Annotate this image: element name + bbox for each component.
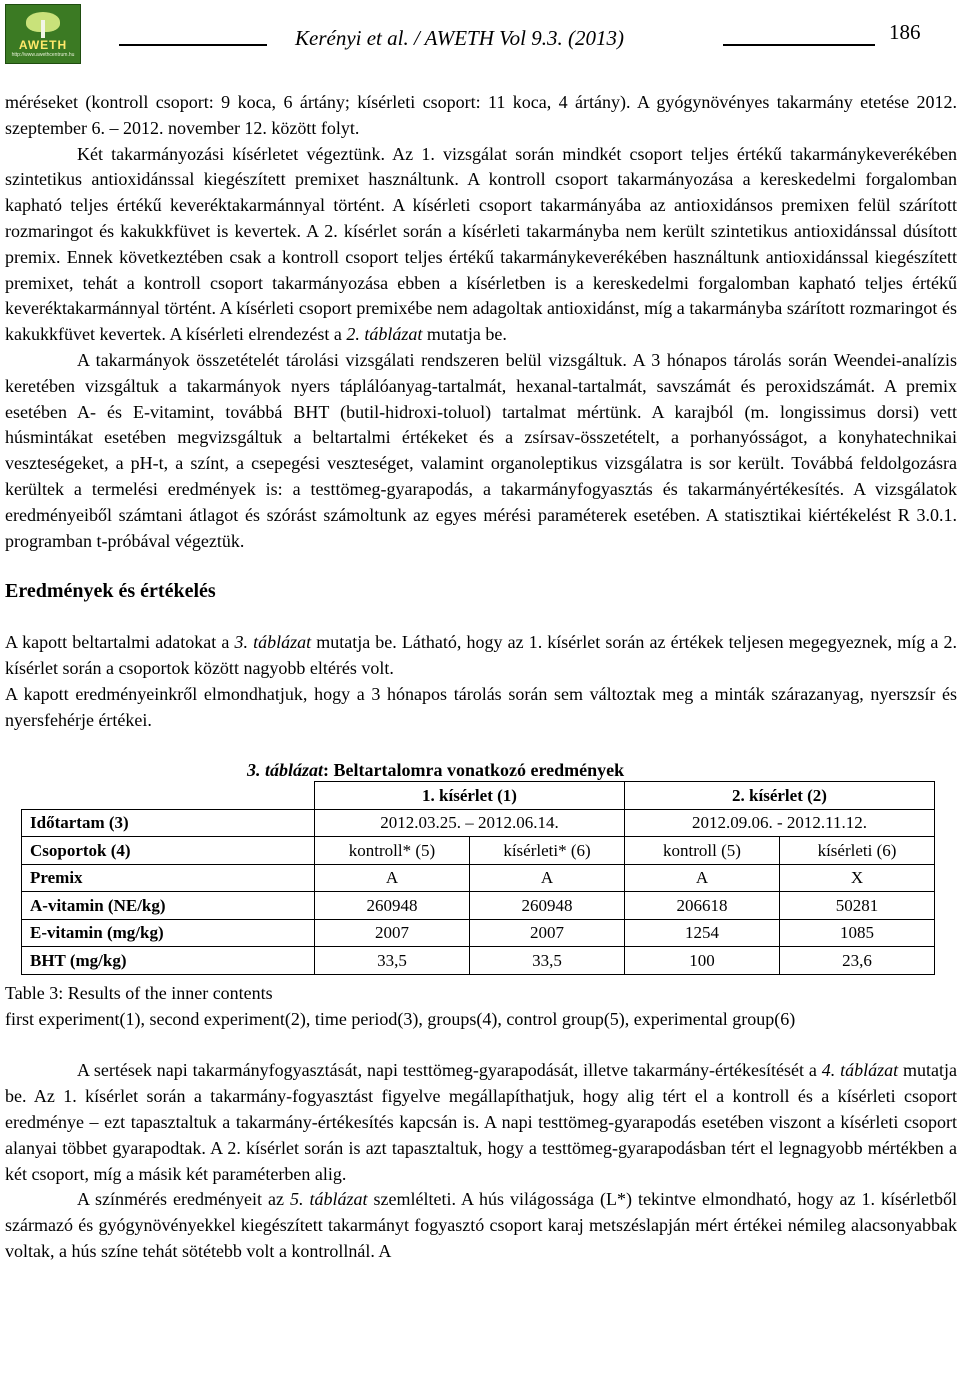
table-caption-text: : Beltartalomra vonatkozó eredmények (323, 760, 625, 781)
table-reference: 4. táblázat (821, 1060, 899, 1081)
table-cell: A (470, 864, 625, 892)
row-label: Csoportok (4) (22, 837, 315, 865)
paragraph-text: mutatja be. Az 1. kísérlet során a takarmány-fogyasztást figyelve megállapíthatjuk, hogy alig tért el a kontroll és a kísérleti csoport eredménye – ezt tapasztaltuk a takarmány-értékesítés kapcsán is. A napi testtömeg-gyarapodás esetében viszont a kísérleti csoport alanyai többet gyarapodtak. A 2. kísérlet során is azt tapasztaltuk, hogy a testtömeg-gyarapodásban tért el legnagyobb mértékben a két csoport, míg a másik két paraméterben alig. (5, 1060, 957, 1184)
table-cell: X (780, 864, 935, 892)
table-row (22, 892, 935, 920)
table-corner (22, 782, 315, 810)
section-title: Eredmények és értékelés (5, 580, 216, 603)
paragraph-text: A kapott beltartalmi adatokat a (5, 632, 235, 653)
table-cell: 2012.09.06. - 2012.11.12. (625, 809, 935, 837)
table-cell: 260948 (315, 892, 470, 920)
table-row (22, 947, 935, 975)
header-rule-right (723, 44, 875, 46)
body-text (5, 90, 957, 1265)
paragraph-text: Két takarmányozási kísérletet végeztünk. Az 1. vizsgálat során mindkét csoport teljes értékű takarmánykeverékében szintetikus antioxidánssal kiegészített premixet használtunk. A kontroll csoport takarmányozása a kereskedelmi forgalomban kapható teljes értékű keveréktakarmánnyal történt. A kísérleti csoport takarmányába az antioxidánsos premixen felül szárított rozmaringot és kakukkfüvet is kevertek. A 2. kísérlet során a kísérleti takarmányba nem került szintetikus antioxidánssal dúsított premix. Ennek következtében csak a kontroll csoport teljes értékű takarmánykeverékében használtunk antioxidánssal kiegészített premixet, tehát a kontroll csoport takarmányozása ebben a kísérletben is a kereskedelmi forgalomban kapható teljes értékű keveréktakarmánnyal történt. A kísérleti csoport premixébe nem adagoltak antioxidánst, míg a takarmányba szárított rozmaringot és kakukkfüvet kevertek. A kísérleti elrendezést a (5, 143, 957, 345)
paragraph: méréseket (kontroll csoport: 9 koca, 6 ártány; kísérleti csoport: 11 koca, 4 ártány). A gyógynövényes takarmány etetése 2012. szeptember 6. – 2012. november 12. között folyt. (5, 92, 957, 138)
table-cell: 260948 (470, 892, 625, 920)
table-row (22, 864, 935, 892)
table-header-exp2: 2. kísérlet (2) (625, 782, 935, 810)
table-reference: 2. táblázat (346, 324, 423, 345)
table-cell: A (625, 864, 780, 892)
table-cell: 2007 (470, 919, 625, 947)
table-cell: 1085 (780, 919, 935, 947)
table-cell: 23,6 (780, 947, 935, 975)
table-header-row (22, 782, 935, 810)
paragraph (5, 1187, 957, 1264)
table-caption-ref: 3. táblázat (247, 760, 324, 781)
row-label: A-vitamin (NE/kg) (22, 892, 315, 920)
table-cell: kontroll (5) (625, 837, 780, 865)
paragraph-text: A színmérés eredményeit az (77, 1189, 290, 1210)
table-caption (247, 759, 957, 781)
table-row (22, 809, 935, 837)
table-cell: 100 (625, 947, 780, 975)
plant-icon (20, 10, 66, 38)
paragraph (5, 630, 957, 682)
spacer (5, 1032, 957, 1058)
english-caption: Table 3: Results of the inner contents (5, 982, 273, 1003)
logo-text: AWETH (18, 38, 68, 52)
paragraph (5, 142, 957, 348)
table-cell: 33,5 (315, 947, 470, 975)
header-rule-left (119, 44, 267, 46)
english-legend: first experiment(1), second experiment(2), time period(3), groups(4), control group(5), experimental group(6) (5, 1008, 796, 1029)
table-cell: 206618 (625, 892, 780, 920)
paragraph-text: A sertések napi takarmányfogyasztását, napi testtömeg-gyarapodását, illetve takarmány-értékesítését a (77, 1060, 822, 1081)
row-label: BHT (mg/kg) (22, 947, 315, 975)
page-number: 186 (889, 20, 921, 44)
table-header-exp1: 1. kísérlet (1) (315, 782, 625, 810)
paragraph-text: mutatja be. Látható, hogy az 1. kísérlet során az értékek teljesen megegyeznek, míg a 2. kísérlet során a csoportok között nagyobb eltérés volt. (5, 632, 957, 678)
table-row (22, 919, 935, 947)
paragraph-text: mutatja be. (422, 324, 507, 345)
journal-logo (5, 4, 81, 64)
table-cell: 2012.03.25. – 2012.06.14. (315, 809, 625, 837)
paragraph: A takarmányok összetételét tárolási vizsgálati rendszeren belül vizsgáltuk. A 3 hónapos tárolás során Weendei-analízis keretében vizsgáltuk a takarmányok nyers táplálóanyag-tartalmát, hexanal-tartalmát, savszámát és peroxidszámát. A premix esetében A- és E-vitamint, továbbá BHT (butil-hidroxi-toluol) tartalmat mértünk. A karajból (m. longissimus dorsi) vett húsmintákat esetében megvizsgáltuk a beltartalmi értékeket és a zsírsav-összetételt, a porhanyósságot, a konyhatechnikai veszteségeket, a pH-t, a színt, a csepegési veszteséget, valamint organoleptikus vizsgálatra is sor került. Továbbá feldolgozásra kerültek a termelési eredmények is: a testtömeg-gyarapodás, a takarmányfogyasztás és takarmányértékesítés. A vizsgálatok eredményeiből számtani átlagot és szórást számoltunk az egyes mérési paraméterek esetében. A statisztikai kiértékelést R 3.0.1. programban t-próbával végeztük. (5, 349, 957, 551)
paragraph: A kapott eredményeinkről elmondhatjuk, hogy a 3 hónapos tárolás során sem változtak meg a minták szárazanyag, nyerszsír és nyersfehérje értékei. (5, 683, 957, 730)
table-cell: kontroll* (5) (315, 837, 470, 865)
table-cell: 1254 (625, 919, 780, 947)
logo-url: http://www.awethcentrum.hu (11, 52, 75, 58)
table-cell: kísérleti (6) (780, 837, 935, 865)
row-label: E-vitamin (mg/kg) (22, 919, 315, 947)
table-reference: 3. táblázat (234, 632, 312, 653)
table-cell: 2007 (315, 919, 470, 947)
paragraph-text: szemlélteti. A hús világossága (L*) tekintve elmondható, hogy az 1. kísérletből származó és gyógynövényekkel kiegészített takarmányt fogyasztó csoport karaj metszéslapján mért értékei némileg alacsonyabbak voltak, a hús színe tehát sötétebb volt a kontrollnál. A (5, 1189, 957, 1261)
table-cell: A (315, 864, 470, 892)
results-table (21, 781, 935, 975)
table-reference: 5. táblázat (289, 1189, 368, 1210)
row-label: Időtartam (3) (22, 809, 315, 837)
table-cell: 50281 (780, 892, 935, 920)
table-cell: 33,5 (470, 947, 625, 975)
row-label: Premix (22, 864, 315, 892)
running-head: Kerényi et al. / AWETH Vol 9.3. (2013) (295, 26, 624, 50)
table-cell: kísérleti* (6) (470, 837, 625, 865)
paragraph (5, 1058, 957, 1187)
table-row (22, 837, 935, 865)
